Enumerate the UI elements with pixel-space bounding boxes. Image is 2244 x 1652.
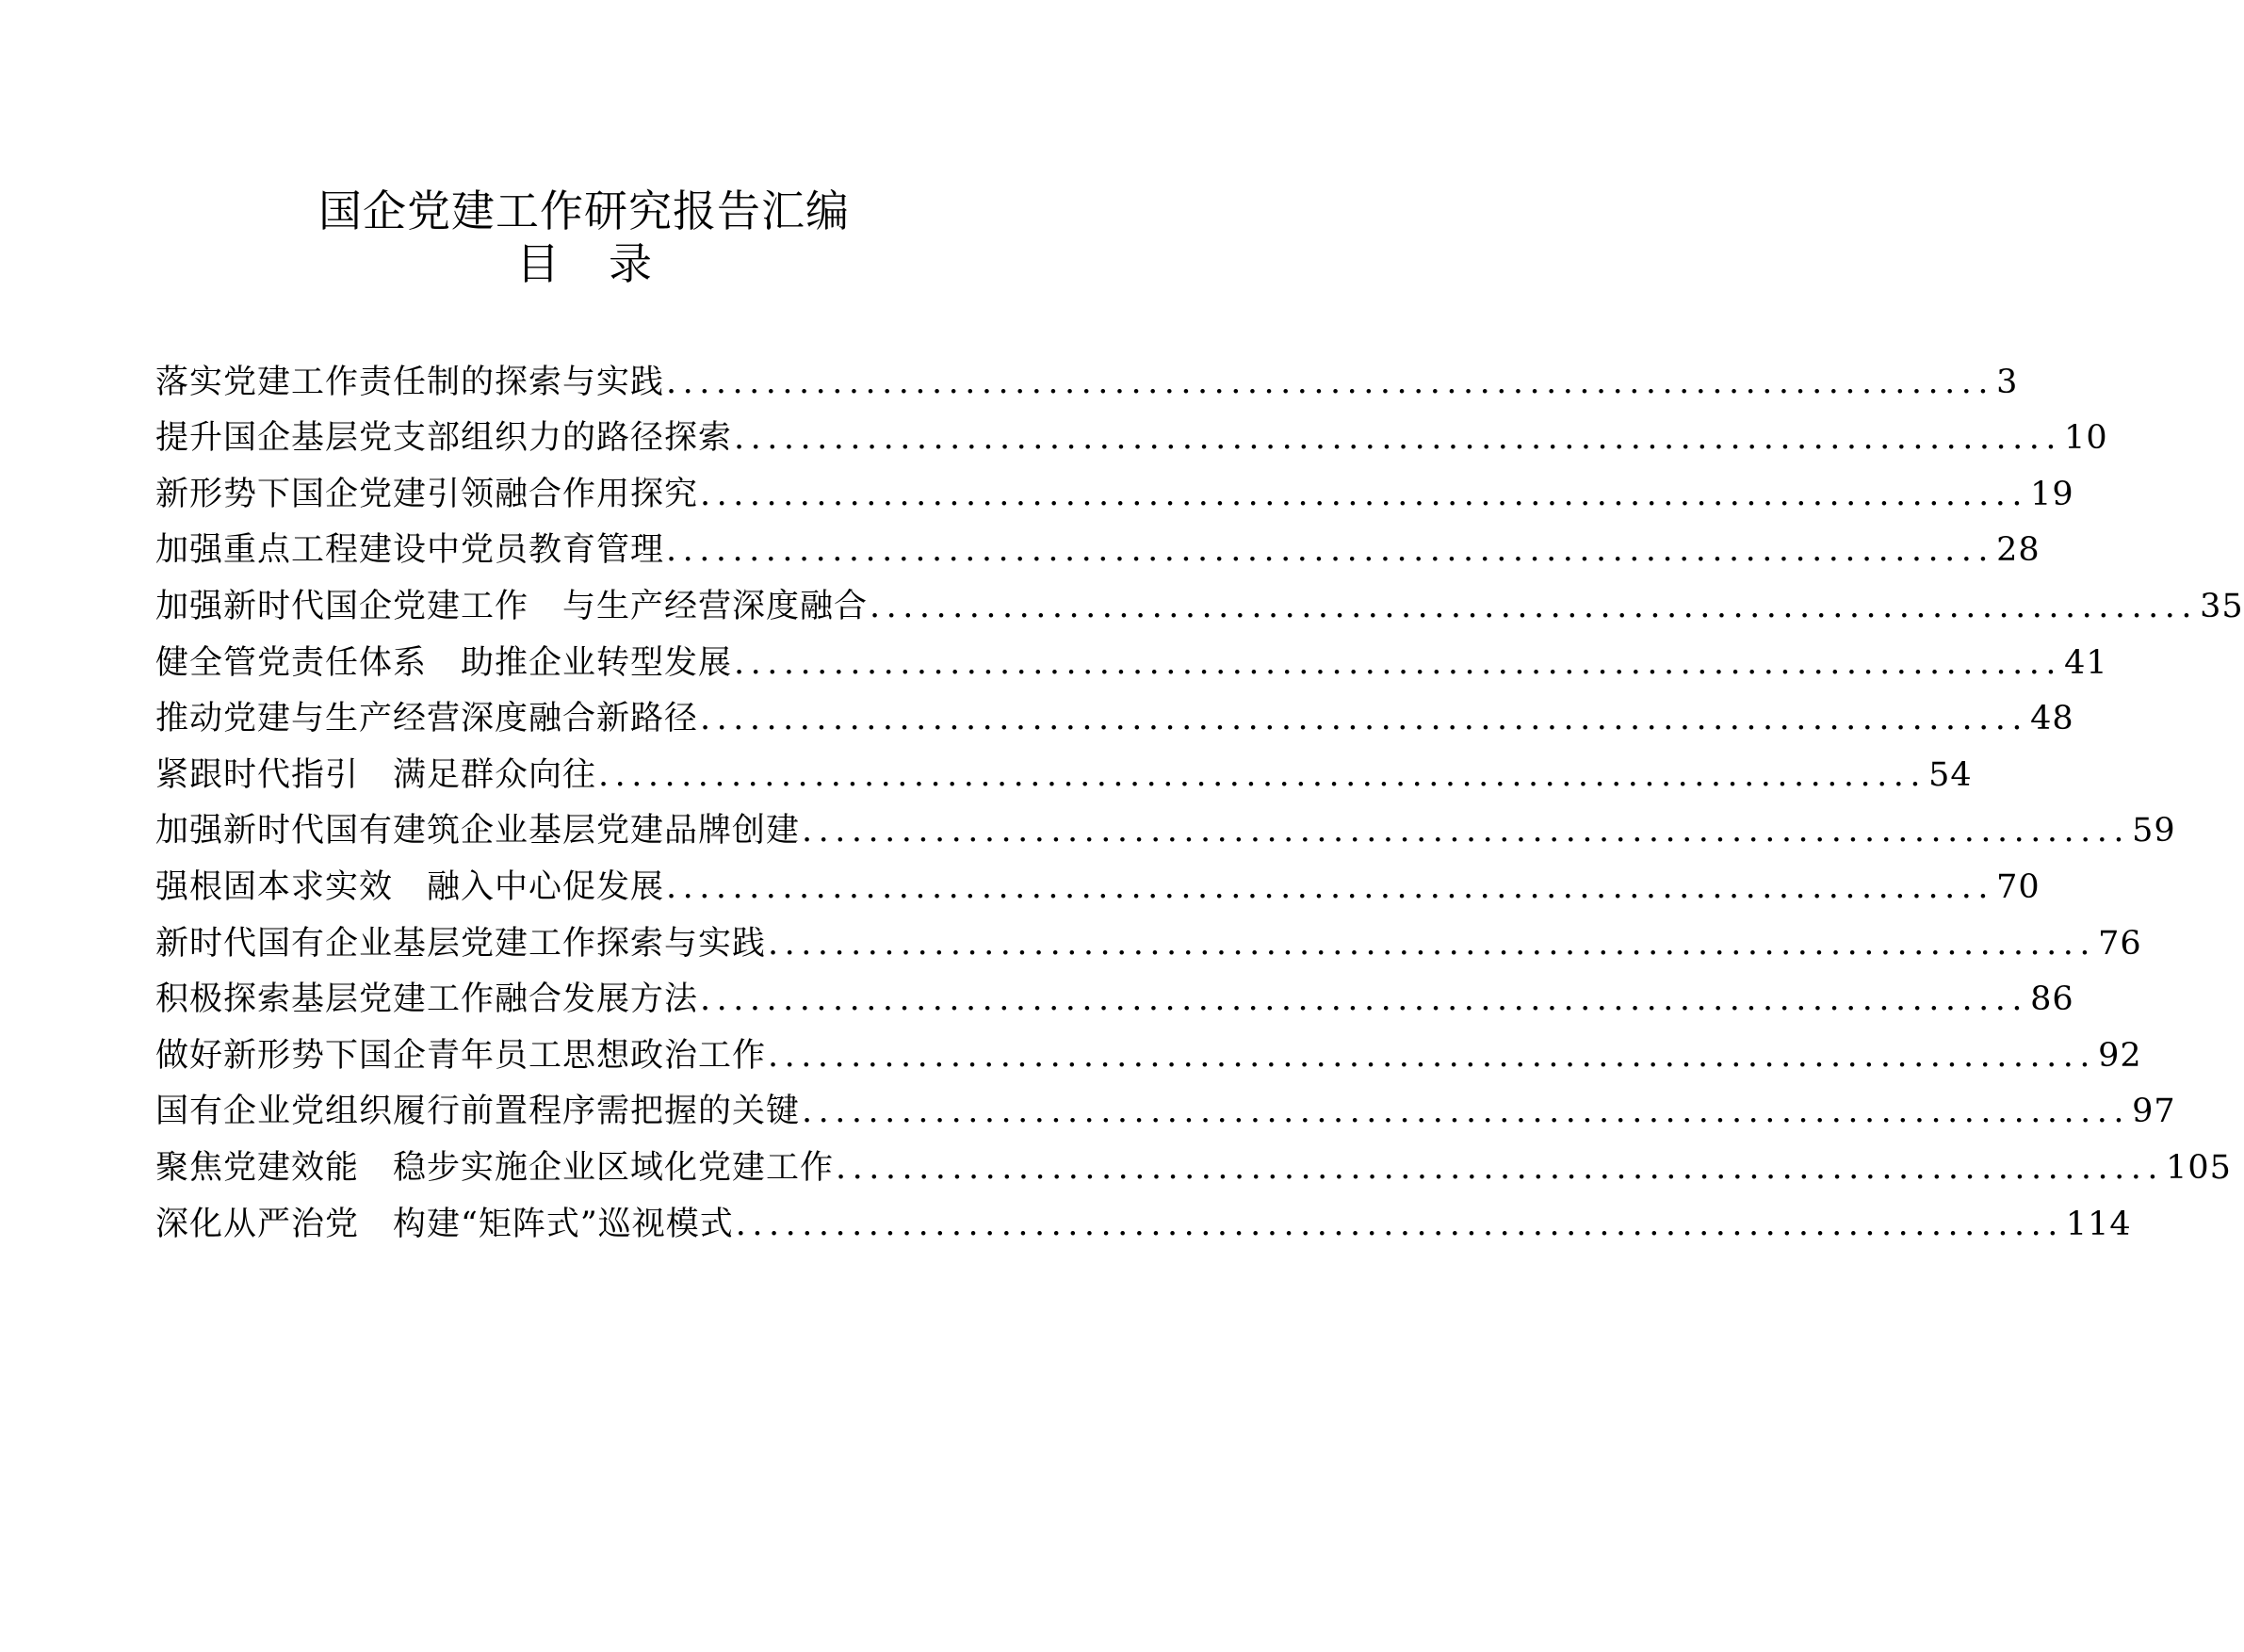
toc-dot-leader: ................................................................................ [836,1148,2165,1187]
toc-entry-page: 70 [1996,867,2041,906]
toc-entry[interactable] [155,1132,2232,1189]
toc-entry-page: 10 [2064,419,2108,458]
toc-entry-title: 加强新时代国企党建工作 与生产经营深度融合 [155,587,869,625]
toc-entry[interactable] [155,1077,2176,1133]
toc-entry-title: 积极探索基层党建工作融合发展方法 [155,980,699,1019]
toc-entry-page: 35 [2200,587,2244,625]
toc-entry[interactable] [155,571,2244,627]
toc-entry-page: 3 [1996,363,2019,401]
toc-dot-leader: ................................................................................ [700,700,2029,738]
toc-heading-char-1: 目 [516,238,560,289]
toc-entry-page: 59 [2132,812,2176,850]
toc-entry-title: 强根固本求实效 融入中心促发展 [155,867,665,906]
toc-list [155,347,2244,1245]
toc-entry-title: 加强新时代国有建筑企业基层党建品牌创建 [155,812,801,850]
toc-dot-leader: ................................................................................ [802,1093,2131,1131]
toc-entry[interactable] [155,403,2108,460]
toc-entry-page: 86 [2030,980,2074,1019]
toc-entry-page: 48 [2030,700,2074,738]
toc-dot-leader: ................................................................................ [700,475,2029,513]
toc-entry-title: 提升国企基层党支部组织力的路径探索 [155,419,733,458]
toc-entry[interactable] [155,1020,2142,1077]
toc-entry-title: 聚焦党建效能 稳步实施企业区域化党建工作 [155,1148,835,1187]
toc-entry-title: 加强重点工程建设中党员教育管理 [155,531,665,570]
toc-entry[interactable] [155,684,2074,740]
toc-entry-title: 国有企业党组织履行前置程序需把握的关键 [155,1093,801,1131]
toc-entry[interactable] [155,627,2108,684]
toc-dot-leader: ................................................................................ [870,587,2199,625]
toc-entry-page: 114 [2065,1205,2132,1243]
toc-entry[interactable] [155,908,2142,964]
toc-dot-leader: ................................................................................ [735,1205,2064,1243]
toc-entry-title: 健全管党责任体系 助推企业转型发展 [155,643,733,682]
toc-entry-page: 41 [2064,643,2108,682]
toc-entry-page: 105 [2166,1148,2232,1187]
toc-entry[interactable] [155,964,2074,1021]
toc-entry[interactable] [155,1189,2132,1245]
toc-entry[interactable] [155,851,2041,908]
toc-dot-leader: ................................................................................ [666,867,1995,906]
toc-entry-title: 深化从严治党 构建“矩阵式”巡视模式 [155,1205,734,1243]
toc-entry-page: 54 [1928,755,1973,794]
toc-dot-leader: ................................................................................ [802,812,2131,850]
toc-dot-leader: ................................................................................ [768,1036,2097,1075]
toc-entry-title: 紧跟时代指引 满足群众向往 [155,755,597,794]
toc-entry[interactable] [155,347,2019,403]
toc-entry-page: 97 [2132,1093,2176,1131]
toc-heading-char-2: 录 [609,238,652,289]
toc-entry-title: 新时代国有企业基层党建工作探索与实践 [155,924,767,963]
toc-entry[interactable] [155,739,1973,796]
toc-entry-title: 落实党建工作责任制的探索与实践 [155,363,665,401]
toc-heading [0,237,1168,290]
toc-entry[interactable] [155,796,2176,852]
document-title: 国企党建工作研究报告汇编 [318,186,850,236]
toc-entry-page: 92 [2098,1036,2142,1075]
toc-entry-page: 76 [2098,924,2142,963]
toc-dot-leader: ................................................................................ [598,755,1927,794]
toc-entry-title: 做好新形势下国企青年员工思想政治工作 [155,1036,767,1075]
toc-dot-leader: ................................................................................ [700,980,2029,1019]
toc-entry-title: 新形势下国企党建引领融合作用探究 [155,475,699,513]
toc-entry[interactable] [155,515,2041,572]
toc-dot-leader: ................................................................................ [734,419,2063,458]
toc-dot-leader: ................................................................................ [768,924,2097,963]
toc-entry[interactable] [155,459,2074,515]
toc-entry-page: 28 [1996,531,2041,570]
toc-dot-leader: ................................................................................ [734,643,2063,682]
toc-dot-leader: ................................................................................ [666,363,1995,401]
toc-dot-leader: ................................................................................ [666,531,1995,570]
toc-entry-title: 推动党建与生产经营深度融合新路径 [155,700,699,738]
toc-entry-page: 19 [2030,475,2074,513]
